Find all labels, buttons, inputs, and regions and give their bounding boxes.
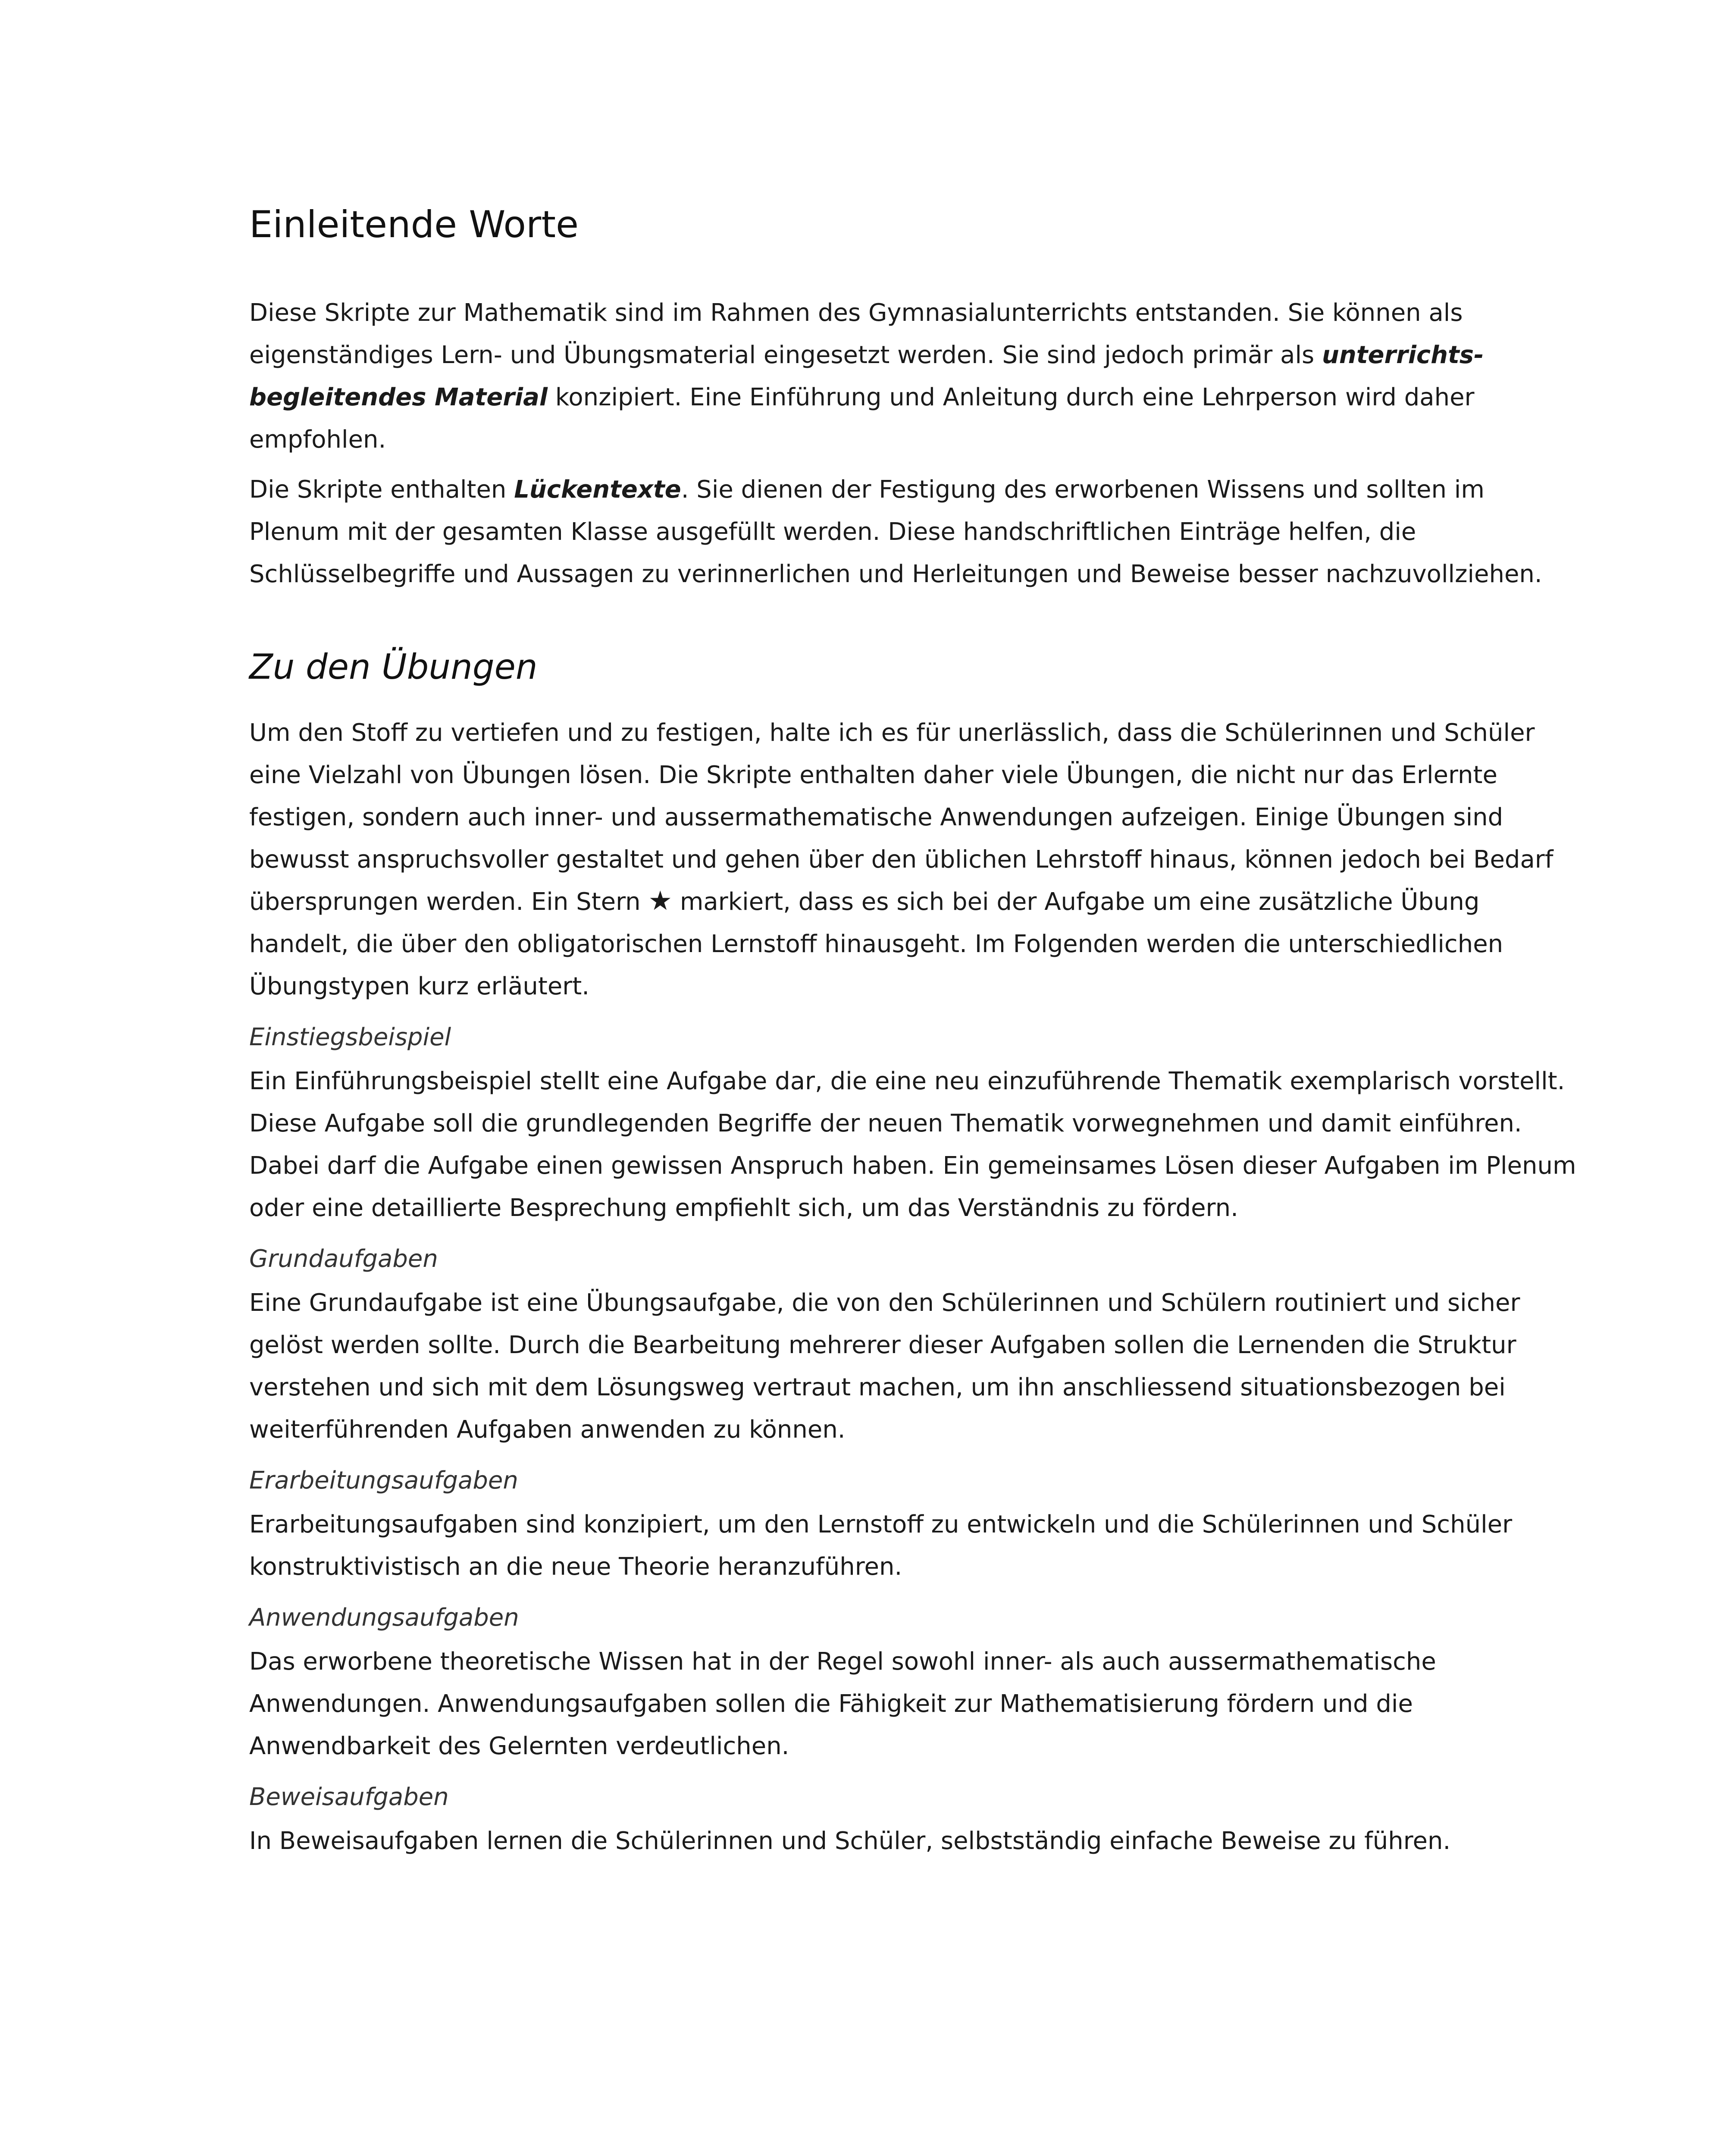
paragraph-grundaufgaben: Eine Grundaufgabe ist eine Übungsaufgabe, die von den Schülerinnen und Schülern routiniert und sicher gelöst werden sollte. Durch die Bearbeitung mehrerer dieser Aufgaben sollen die Lernenden die Struktur verstehen und sich mit dem Lösungsweg vertraut machen, um ihn anschliessend situationsbezogen bei weiterführenden Aufgaben anwenden zu können. [249,1289,1520,1444]
intro-p2-text-after: . Sie dienen der Festigung des erworbenen Wissens und sollten im Plenum mit der gesamten Klasse ausgefüllt werden. Diese handschriftlichen Einträge helfen, die Schlüsselbegriffe und Aussagen zu verinnerlichen und Herleitungen und Beweise besser nachzuvollziehen. [249,476,1542,589]
subheading-erarbeitungsaufgaben: Erarbeitungsaufgaben [249,1467,518,1495]
intro-paragraph-1 [249,292,1577,461]
paragraph-anwendungsaufgaben: Das erworbene theoretische Wissen hat in der Regel sowohl inner- als auch aussermathematische Anwendungen. Anwendungsaufgaben sollen die Fähigkeit zur Mathematisierung fördern und die Anwendbarkeit des Gelernten verdeutlichen. [249,1648,1436,1761]
subheading-anwendungsaufgaben: Anwendungsaufgaben [249,1604,519,1632]
exercises-intro-paragraph [249,712,1577,1008]
subheading-einstiegsbeispiel: Einstiegsbeispiel [249,1023,451,1052]
paragraph-einstiegsbeispiel: Ein Einführungsbeispiel stellt eine Aufgabe dar, die eine neu einzuführende Thematik exemplarisch vorstellt. Diese Aufgabe soll die grundlegenden Begriffe der neuen Thematik vorwegnehmen und damit einführen. Dabei darf die Aufgabe einen gewissen Anspruch haben. Ein gemeinsames Lösen dieser Aufgaben im Plenum oder eine detaillierte Besprechung empfiehlt sich, um das Verständnis zu fördern. [249,1067,1576,1222]
section-heading-exercises: Zu den Übungen [249,647,538,687]
subheading-beweisaufgaben: Beweisaufgaben [249,1783,449,1811]
exercises-intro-after-star: markiert, dass es sich bei der Aufgabe um eine zusätzliche Übung handelt, die über den obligatorischen Lernstoff hinausgeht. Im Folgenden werden die unterschiedlichen Übungstypen kurz erläutert. [249,888,1503,1001]
intro-p1-text-after: konzipiert. Eine Einführung und Anleitung durch eine Lehrperson wird daher empfohlen. [249,383,1475,454]
exercises-intro-before-star: Um den Stoff zu vertiefen und zu festigen, halte ich es für unerlässlich, dass die Schülerinnen und Schüler eine Vielzahl von Übungen lösen. Die Skripte enthalten daher viele Übungen, die nicht nur das Erlernte festigen, sondern auch inner- und aussermathematische Anwendungen aufzeigen. Einige Übungen sind bewusst anspruchsvoller gestaltet und gehen über den üblichen Lehrstoff hinaus, können jedoch bei Bedarf übersprungen werden. Ein Stern [249,719,1553,916]
page-title: Einleitende Worte [249,203,579,246]
intro-paragraph-2 [249,469,1577,595]
document-page [249,203,1577,1870]
star-icon: ★ [648,885,673,917]
subheading-grundaufgaben: Grundaufgaben [249,1245,438,1273]
intro-p2-text-before: Die Skripte enthalten [249,476,514,504]
intro-p2-emphasis: Lückentexte [514,476,681,504]
intro-p1-emphasis: unterrichts-begleitendes Material [249,341,1484,412]
paragraph-beweisaufgaben: In Beweisaufgaben lernen die Schülerinnen und Schüler, selbstständig einfache Beweise zu führen. [249,1827,1451,1855]
paragraph-erarbeitungsaufgaben: Erarbeitungsaufgaben sind konzipiert, um den Lernstoff zu entwickeln und die Schülerinnen und Schüler konstruktivistisch an die neue Theorie heranzuführen. [249,1510,1513,1581]
intro-p1-text-before: Diese Skripte zur Mathematik sind im Rahmen des Gymnasialunterrichts entstanden. Sie können als eigenständiges Lern- und Übungsmaterial eingesetzt werden. Sie sind jedoch primär als [249,299,1463,370]
